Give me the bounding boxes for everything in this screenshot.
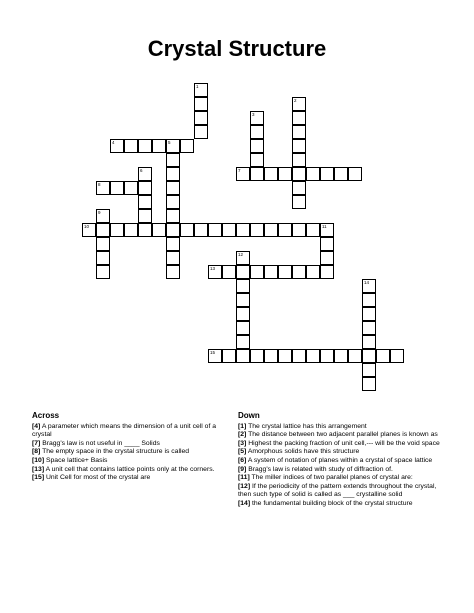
grid-cell[interactable] [306,223,320,237]
clue-text: Space lattice+ Basis [45,456,108,464]
grid-cell[interactable] [236,251,250,265]
grid-cell[interactable] [194,125,208,139]
grid-cell[interactable] [166,153,180,167]
down-clue [238,423,444,432]
grid-cell[interactable] [236,293,250,307]
grid-cell[interactable] [320,223,334,237]
grid-cell[interactable] [292,153,306,167]
clue-text: A parameter which means the dimension of a unit cell of a crystal [32,422,216,439]
grid-cell[interactable] [250,167,264,181]
grid-cell[interactable] [166,237,180,251]
clue-number: [13] [32,465,45,473]
clue-number: [12] [238,482,251,490]
grid-cell[interactable] [362,363,376,377]
clue-text: Highest the packing fraction of unit cell,--- will be the void space [248,439,440,447]
grid-cell[interactable] [208,223,222,237]
grid-cell[interactable] [194,223,208,237]
clue-number: [3] [238,439,247,447]
grid-cell[interactable] [292,97,306,111]
clue-number: [11] [238,474,250,482]
grid-cell[interactable] [152,139,166,153]
grid-cell[interactable] [222,349,236,363]
grid-cell[interactable] [236,279,250,293]
cell-number: 12 [238,252,244,257]
grid-cell[interactable] [362,293,376,307]
down-clue [238,440,444,449]
cell-number: 6 [140,168,143,173]
grid-cell[interactable] [278,265,292,279]
grid-cell[interactable] [96,181,110,195]
grid-cell[interactable] [306,167,320,181]
grid-cell[interactable] [278,349,292,363]
clue-number: [10] [32,456,45,464]
grid-cell[interactable] [166,195,180,209]
down-clue [238,474,444,483]
grid-cell[interactable] [236,265,250,279]
grid-cell[interactable] [362,377,376,391]
grid-cell[interactable] [138,209,152,223]
clue-number: [4] [32,422,41,430]
grid-cell[interactable] [250,111,264,125]
clue-number: [15] [32,474,45,482]
grid-cell[interactable] [124,139,138,153]
clue-number: [1] [238,422,247,430]
cell-number: 15 [210,350,216,355]
grid-cell[interactable] [166,265,180,279]
grid-cell[interactable] [96,265,110,279]
grid-cell[interactable] [292,349,306,363]
across-clue [32,423,230,440]
grid-cell[interactable] [166,181,180,195]
down-clue [238,431,444,440]
cell-number: 1 [196,84,199,89]
cell-number: 11 [322,224,327,229]
across-clues [32,412,230,483]
grid-cell[interactable] [236,321,250,335]
cell-number: 9 [98,210,101,215]
grid-cell[interactable] [236,307,250,321]
grid-cell[interactable] [264,167,278,181]
cell-number: 3 [252,112,255,117]
grid-cell[interactable] [250,223,264,237]
grid-cell[interactable] [166,209,180,223]
grid-cell[interactable] [264,349,278,363]
grid-cell[interactable] [180,139,194,153]
grid-cell[interactable] [292,111,306,125]
grid-cell[interactable] [292,265,306,279]
grid-cell[interactable] [138,167,152,181]
grid-cell[interactable] [292,125,306,139]
grid-cell[interactable] [166,223,180,237]
clue-text: The miller indices of two parallel planes of crystal are: [251,474,413,482]
clue-number: [14] [238,499,251,507]
grid-cell[interactable] [292,181,306,195]
clue-number: [9] [238,465,247,473]
grid-cell[interactable] [208,265,222,279]
clue-text: The distance between two adjacent parallel planes is known as [248,431,438,439]
grid-cell[interactable] [250,125,264,139]
grid-cell[interactable] [194,111,208,125]
grid-cell[interactable] [292,139,306,153]
across-clue [32,440,230,449]
clue-text: Unit Cell for most of the crystal are [45,474,151,482]
grid-cell[interactable] [306,349,320,363]
grid-cell[interactable] [292,167,306,181]
cell-number: 2 [294,98,297,103]
grid-cell[interactable] [320,251,334,265]
clue-text: the fundamental building block of the crystal structure [251,499,413,507]
grid-cell[interactable] [236,167,250,181]
grid-cell[interactable] [138,139,152,153]
grid-cell[interactable] [96,209,110,223]
grid-cell[interactable] [152,223,166,237]
down-heading: Down [238,411,260,420]
cell-number: 7 [238,168,241,173]
grid-cell[interactable] [334,349,348,363]
clue-number: [5] [238,448,247,456]
across-clue [32,457,230,466]
down-clues [238,412,444,509]
grid-cell[interactable] [250,153,264,167]
clue-number: [7] [32,439,41,447]
grid-cell[interactable] [362,321,376,335]
grid-cell[interactable] [110,181,124,195]
grid-cell[interactable] [166,167,180,181]
grid-cell[interactable] [166,251,180,265]
grid-cell[interactable] [96,237,110,251]
grid-cell[interactable] [166,139,180,153]
grid-cell[interactable] [208,349,222,363]
grid-cell[interactable] [110,139,124,153]
down-clue-list [238,423,444,509]
grid-cell[interactable] [362,335,376,349]
grid-cell[interactable] [96,251,110,265]
clue-text: Bragg's law is related with study of diffraction of. [248,465,393,473]
grid-cell[interactable] [390,349,404,363]
grid-cell[interactable] [194,97,208,111]
grid-cell[interactable] [320,167,334,181]
clue-text: A unit cell that contains lattice points only at the corners. [45,465,215,473]
clue-text: Amorphous solids have this structure [247,448,360,456]
grid-cell[interactable] [306,265,320,279]
clue-number: [6] [238,456,247,464]
grid-cell[interactable] [124,223,138,237]
grid-cell[interactable] [264,223,278,237]
grid-cell[interactable] [138,195,152,209]
across-clue [32,466,230,475]
grid-cell[interactable] [278,223,292,237]
clue-number: [8] [32,448,41,456]
grid-cell[interactable] [236,349,250,363]
grid-cell[interactable] [348,349,362,363]
grid-cell[interactable] [320,265,334,279]
grid-cell[interactable] [250,265,264,279]
grid-cell[interactable] [82,223,96,237]
down-clue [238,483,444,500]
puzzle-title: Crystal Structure [147,36,327,61]
grid-cell[interactable] [124,181,138,195]
grid-cell[interactable] [180,223,194,237]
grid-cell[interactable] [96,223,110,237]
cell-number: 10 [84,224,90,229]
grid-cell[interactable] [292,223,306,237]
grid-cell[interactable] [362,349,376,363]
grid-cell[interactable] [222,265,236,279]
cell-number: 5 [168,140,171,145]
grid-cell[interactable] [362,279,376,293]
cell-number: 14 [364,280,370,285]
grid-cell[interactable] [138,181,152,195]
clue-text: Bragg's law is not useful in ____ Solids [42,439,160,447]
across-clue-list [32,423,230,483]
grid-cell[interactable] [250,139,264,153]
clue-text: The crystal lattice has this arrangement [248,422,367,430]
clue-text: A system of notation of planes within a crystal of space lattice [247,456,433,464]
grid-cell[interactable] [236,223,250,237]
cell-number: 13 [210,266,216,271]
grid-cell[interactable] [320,349,334,363]
grid-cell[interactable] [292,195,306,209]
cell-number: 8 [98,182,101,187]
grid-cell[interactable] [278,167,292,181]
grid-cell[interactable] [194,83,208,97]
grid-cell[interactable] [348,167,362,181]
grid-cell[interactable] [320,237,334,251]
clue-text: The empty space in the crystal structure is called [42,448,190,456]
across-clue [32,448,230,457]
grid-cell[interactable] [362,307,376,321]
grid-cell[interactable] [376,349,390,363]
across-clue [32,474,230,483]
down-clue [238,457,444,466]
down-clue [238,448,444,457]
grid-cell[interactable] [110,223,124,237]
down-clue [238,466,444,475]
clue-number: [2] [238,431,247,439]
clue-text: If the periodicity of the pattern extends throughout the crystal, then such type of solid is called as ___ crystalline solid [238,482,437,499]
grid-cell[interactable] [222,223,236,237]
grid-cell[interactable] [264,265,278,279]
grid-cell[interactable] [250,349,264,363]
grid-cell[interactable] [236,335,250,349]
cell-number: 4 [112,140,115,145]
grid-cell[interactable] [334,167,348,181]
down-clue [238,500,444,509]
across-heading: Across [32,411,60,420]
grid-cell[interactable] [138,223,152,237]
